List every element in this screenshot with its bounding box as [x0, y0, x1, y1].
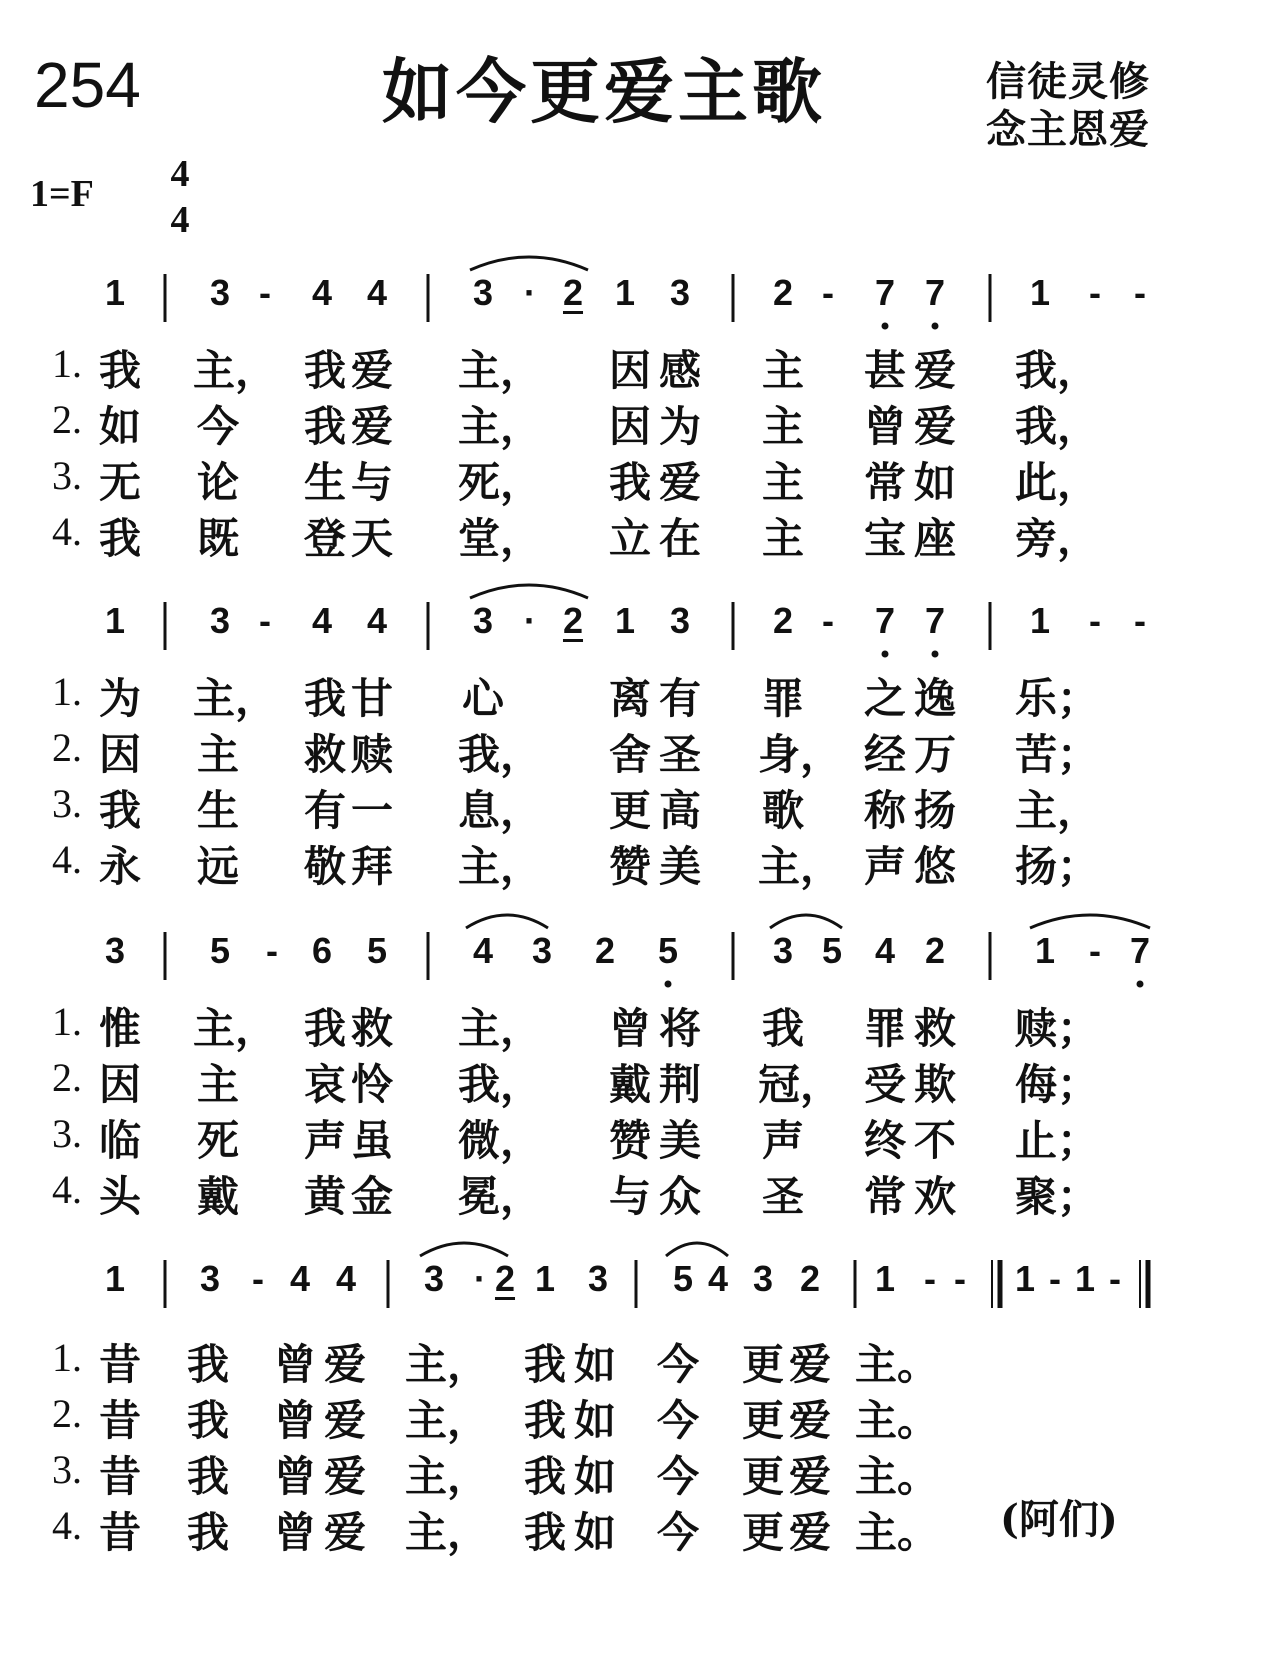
- note: 4: [311, 600, 333, 641]
- note: 3: [669, 600, 691, 641]
- lyric-syllable: 我: [523, 1340, 566, 1389]
- lyric-syllable: 主，: [458, 1004, 543, 1053]
- lyric-syllable: 曾: [273, 1396, 316, 1445]
- note: 7: [1129, 930, 1151, 971]
- lyric-syllable: 主: [761, 402, 804, 451]
- lyric-syllable: 悠: [913, 842, 956, 891]
- note: -: [1089, 272, 1101, 313]
- note: ·: [524, 272, 536, 313]
- note: 3: [472, 600, 494, 641]
- note: 4: [335, 1258, 357, 1299]
- lyric-syllable: 因: [608, 402, 651, 451]
- lyric-syllable: 冕，: [458, 1172, 543, 1221]
- lyric-syllable: 我: [523, 1508, 566, 1557]
- lyric-syllable: 今: [196, 402, 239, 451]
- note: 1: [614, 272, 636, 313]
- note: 5: [672, 1258, 694, 1299]
- lyric-syllable: 戴: [196, 1172, 239, 1221]
- page-title: 如今更爱主歌: [382, 51, 826, 133]
- lyric-syllable: 主，: [1015, 786, 1100, 835]
- note: -: [822, 272, 834, 313]
- note: 4: [366, 600, 388, 641]
- note: 5: [821, 930, 843, 971]
- lyric-syllable: 主: [196, 1060, 239, 1109]
- note: -: [1134, 272, 1146, 313]
- octave-dot: [1137, 981, 1144, 988]
- lyric-syllable: 爱: [788, 1396, 831, 1445]
- lyric-syllable: 爱: [323, 1396, 366, 1445]
- note: 2: [924, 930, 946, 971]
- lyric-syllable: 我: [186, 1508, 229, 1557]
- lyric-syllable: 因: [608, 346, 651, 395]
- verse-number: 1.: [52, 341, 82, 386]
- verse-number: 2.: [52, 397, 82, 442]
- lyric-syllable: 在: [658, 514, 701, 563]
- category-bottom: 念主恩爱: [986, 107, 1150, 153]
- slur: [466, 915, 548, 928]
- verse-number: 3.: [52, 453, 82, 498]
- lyric-syllable: 我: [761, 1004, 804, 1053]
- lyric-syllable: 更: [741, 1396, 784, 1445]
- note: 4: [874, 930, 896, 971]
- lyric-syllable: 身，: [758, 730, 843, 779]
- note: 3: [209, 272, 231, 313]
- lyric-syllable: 主: [761, 458, 804, 507]
- lyric-syllable: 昔: [98, 1508, 141, 1557]
- lyric-syllable: 我，: [1015, 402, 1100, 451]
- lyric-syllable: 我: [186, 1340, 229, 1389]
- note: -: [954, 1258, 966, 1299]
- lyric-syllable: 如: [98, 402, 141, 451]
- lyric-syllable: 旁，: [1015, 514, 1100, 563]
- lyric-syllable: 赞: [608, 842, 651, 891]
- lyric-syllable: 为: [98, 674, 141, 723]
- lyric-syllable: 曾: [273, 1452, 316, 1501]
- lyric-syllable: 我: [186, 1396, 229, 1445]
- note: 3: [772, 930, 794, 971]
- lyric-syllable: 爱: [788, 1508, 831, 1557]
- lyric-syllable: 赎: [350, 730, 393, 779]
- note: 3: [199, 1258, 221, 1299]
- note: -: [1134, 600, 1146, 641]
- verse-number: 4.: [52, 1167, 82, 1212]
- note: 1: [1014, 1258, 1036, 1299]
- note: 2: [772, 272, 794, 313]
- note: 4: [472, 930, 494, 971]
- lyric-syllable: 主: [196, 730, 239, 779]
- note: -: [259, 600, 271, 641]
- lyric-syllable: 立: [608, 514, 651, 563]
- category-top: 信徒灵修: [986, 59, 1150, 105]
- lyric-syllable: 甚: [863, 346, 906, 395]
- note: 1: [1029, 272, 1051, 313]
- lyric-syllable: 心: [461, 674, 504, 723]
- note: 2: [494, 1258, 516, 1299]
- lyric-syllable: 主，: [458, 842, 543, 891]
- octave-dot: [665, 981, 672, 988]
- verse-number: 1.: [52, 1335, 82, 1380]
- verse-number: 3.: [52, 1111, 82, 1156]
- lyric-syllable: 生: [196, 786, 239, 835]
- lyric-syllable: 我，: [1015, 346, 1100, 395]
- lyric-syllable: 一: [350, 786, 393, 835]
- lyric-syllable: 主，: [193, 1004, 278, 1053]
- lyric-syllable: 更: [741, 1452, 784, 1501]
- lyric-syllable: 苦；: [1015, 730, 1100, 779]
- lyric-syllable: 我: [98, 346, 141, 395]
- lyric-syllable: 如: [573, 1396, 616, 1445]
- lyric-syllable: 如: [913, 458, 956, 507]
- lyric-syllable: 救: [350, 1004, 393, 1053]
- lyric-syllable: 头: [98, 1172, 141, 1221]
- lyric-syllable: 主，: [193, 346, 278, 395]
- lyric-syllable: 声: [761, 1116, 804, 1165]
- note: 2: [562, 600, 584, 641]
- octave-dot: [882, 323, 889, 330]
- verse-number: 2.: [52, 1055, 82, 1100]
- note: 3: [472, 272, 494, 313]
- lyric-syllable: 因: [98, 1060, 141, 1109]
- note: 1: [874, 1258, 896, 1299]
- verse-number: 4.: [52, 837, 82, 882]
- lyric-syllable: 离: [608, 674, 651, 723]
- lyric-syllable: 荆: [658, 1060, 701, 1109]
- lyric-syllable: 将: [658, 1004, 701, 1053]
- note: 5: [366, 930, 388, 971]
- lyric-syllable: 死: [196, 1116, 239, 1165]
- note: 5: [657, 930, 679, 971]
- octave-dot: [932, 651, 939, 658]
- lyric-syllable: 我: [303, 402, 346, 451]
- lyric-syllable: 主，: [193, 674, 278, 723]
- lyric-syllable: 逸: [913, 674, 956, 723]
- note: 3: [423, 1258, 445, 1299]
- note: 2: [799, 1258, 821, 1299]
- lyric-syllable: 主，: [405, 1508, 490, 1557]
- lyric-syllable: 我: [303, 674, 346, 723]
- note: 1: [104, 1258, 126, 1299]
- lyric-syllable: 死，: [458, 458, 543, 507]
- lyric-syllable: 敬: [303, 842, 346, 891]
- lyric-syllable: 圣: [658, 730, 701, 779]
- lyric-syllable: 临: [98, 1116, 141, 1165]
- lyric-syllable: 生: [303, 458, 346, 507]
- lyric-syllable: 声: [303, 1116, 346, 1165]
- lyric-syllable: 爱: [788, 1452, 831, 1501]
- note: -: [1109, 1258, 1121, 1299]
- lyric-syllable: 侮；: [1015, 1060, 1100, 1109]
- lyric-syllable: 远: [196, 842, 239, 891]
- time-signature-top: 4: [170, 153, 190, 195]
- lyric-syllable: 与: [350, 458, 393, 507]
- lyric-syllable: 罪: [761, 674, 804, 723]
- hymn-number: 254: [34, 49, 141, 121]
- slur: [770, 915, 842, 928]
- lyric-syllable: 登: [303, 514, 346, 563]
- lyric-syllable: 乐；: [1015, 674, 1100, 723]
- lyric-syllable: 救: [913, 1004, 956, 1053]
- lyric-syllable: 声: [863, 842, 906, 891]
- lyric-syllable: 常: [863, 1172, 906, 1221]
- lyric-syllable: 主。: [855, 1340, 940, 1389]
- lyric-syllable: 主。: [855, 1396, 940, 1445]
- lyric-syllable: 爱: [323, 1340, 366, 1389]
- note: -: [266, 930, 278, 971]
- lyric-syllable: 我: [303, 346, 346, 395]
- lyric-syllable: 黄: [303, 1172, 346, 1221]
- note: ·: [474, 1258, 486, 1299]
- lyric-syllable: 曾: [863, 402, 906, 451]
- lyric-syllable: 美: [658, 1116, 701, 1165]
- lyric-syllable: 称: [863, 786, 906, 835]
- lyric-syllable: 聚；: [1015, 1172, 1100, 1221]
- lyric-syllable: 我，: [458, 730, 543, 779]
- lyric-syllable: 爱: [350, 346, 393, 395]
- time-signature-bottom: 4: [170, 199, 190, 241]
- slur: [1030, 915, 1150, 928]
- lyric-syllable: 座: [913, 514, 956, 563]
- octave-dot: [932, 323, 939, 330]
- lyric-syllable: 常: [863, 458, 906, 507]
- note: -: [1049, 1258, 1061, 1299]
- lyric-syllable: 万: [913, 730, 956, 779]
- lyric-syllable: 更: [608, 786, 651, 835]
- lyric-syllable: 爱: [658, 458, 701, 507]
- note: 3: [752, 1258, 774, 1299]
- lyric-syllable: 昔: [98, 1340, 141, 1389]
- lyric-syllable: 欺: [913, 1060, 956, 1109]
- lyric-syllable: 今: [656, 1508, 699, 1557]
- lyric-syllable: 如: [573, 1508, 616, 1557]
- lyric-syllable: 宝: [863, 514, 906, 563]
- lyric-syllable: 我: [608, 458, 651, 507]
- lyric-syllable: 今: [656, 1340, 699, 1389]
- lyric-syllable: 舍: [608, 730, 651, 779]
- note: ·: [524, 600, 536, 641]
- note: 7: [874, 600, 896, 641]
- lyric-syllable: 惟: [98, 1004, 141, 1053]
- note: 7: [924, 272, 946, 313]
- lyric-syllable: 主，: [405, 1396, 490, 1445]
- note: -: [822, 600, 834, 641]
- note: 3: [531, 930, 553, 971]
- note: -: [1089, 930, 1101, 971]
- note: 2: [594, 930, 616, 971]
- verse-number: 1.: [52, 999, 82, 1044]
- amen: (阿们): [1000, 1496, 1118, 1543]
- note: 1: [1034, 930, 1056, 971]
- lyric-syllable: 主: [761, 514, 804, 563]
- lyric-syllable: 微，: [458, 1116, 543, 1165]
- lyric-syllable: 更: [741, 1508, 784, 1557]
- lyric-syllable: 止；: [1015, 1116, 1100, 1165]
- lyric-syllable: 今: [656, 1396, 699, 1445]
- lyric-syllable: 我，: [458, 1060, 543, 1109]
- lyric-syllable: 高: [658, 786, 701, 835]
- lyric-syllable: 爱: [913, 346, 956, 395]
- note: 4: [311, 272, 333, 313]
- verse-number: 4.: [52, 509, 82, 554]
- lyric-syllable: 虽: [350, 1116, 393, 1165]
- note: -: [252, 1258, 264, 1299]
- lyric-syllable: 主。: [855, 1452, 940, 1501]
- note: -: [259, 272, 271, 313]
- note: 3: [209, 600, 231, 641]
- lyric-syllable: 曾: [273, 1340, 316, 1389]
- verse-number: 3.: [52, 1447, 82, 1492]
- lyric-syllable: 怜: [350, 1060, 393, 1109]
- note: 1: [104, 600, 126, 641]
- lyric-syllable: 如: [573, 1452, 616, 1501]
- lyric-syllable: 我: [523, 1396, 566, 1445]
- lyric-syllable: 无: [98, 458, 141, 507]
- note: 7: [924, 600, 946, 641]
- lyric-syllable: 甘: [350, 674, 393, 723]
- lyric-syllable: 欢: [913, 1172, 956, 1221]
- note: 4: [366, 272, 388, 313]
- lyric-syllable: 我: [186, 1452, 229, 1501]
- lyric-syllable: 主。: [855, 1508, 940, 1557]
- lyric-syllable: 冠，: [758, 1060, 843, 1109]
- lyric-syllable: 扬: [913, 786, 956, 835]
- note: 1: [1074, 1258, 1096, 1299]
- lyric-syllable: 堂，: [458, 514, 543, 563]
- lyric-syllable: 昔: [98, 1396, 141, 1445]
- lyric-syllable: 我: [523, 1452, 566, 1501]
- lyric-syllable: 圣: [761, 1172, 804, 1221]
- lyric-syllable: 爱: [350, 402, 393, 451]
- lyric-syllable: 歌: [761, 786, 804, 835]
- lyric-syllable: 爱: [788, 1340, 831, 1389]
- verse-number: 3.: [52, 781, 82, 826]
- lyric-syllable: 主，: [758, 842, 843, 891]
- octave-dot: [882, 651, 889, 658]
- verse-number: 2.: [52, 1391, 82, 1436]
- note: 2: [772, 600, 794, 641]
- lyric-syllable: 之: [863, 674, 906, 723]
- lyric-syllable: 不: [913, 1116, 956, 1165]
- lyric-syllable: 戴: [608, 1060, 651, 1109]
- lyric-syllable: 有: [658, 674, 701, 723]
- note: 3: [104, 930, 126, 971]
- lyric-syllable: 美: [658, 842, 701, 891]
- note: 2: [562, 272, 584, 313]
- lyric-syllable: 爱: [323, 1452, 366, 1501]
- note: 4: [707, 1258, 729, 1299]
- lyric-syllable: 我: [98, 786, 141, 835]
- note: 7: [874, 272, 896, 313]
- verse-number: 2.: [52, 725, 82, 770]
- lyric-syllable: 哀: [303, 1060, 346, 1109]
- lyric-syllable: 更: [741, 1340, 784, 1389]
- lyric-syllable: 罪: [863, 1004, 906, 1053]
- lyric-syllable: 感: [658, 346, 701, 395]
- lyric-syllable: 曾: [273, 1508, 316, 1557]
- lyric-syllable: 主: [761, 346, 804, 395]
- slur: [420, 1243, 508, 1256]
- note: 6: [311, 930, 333, 971]
- lyric-syllable: 爱: [913, 402, 956, 451]
- lyric-syllable: 金: [350, 1172, 393, 1221]
- lyric-syllable: 主，: [458, 402, 543, 451]
- lyric-syllable: 论: [196, 458, 239, 507]
- lyric-syllable: 我: [98, 514, 141, 563]
- slur: [666, 1243, 728, 1256]
- lyric-syllable: 爱: [323, 1508, 366, 1557]
- lyric-syllable: 主，: [405, 1340, 490, 1389]
- lyric-syllable: 昔: [98, 1452, 141, 1501]
- lyric-syllable: 如: [573, 1340, 616, 1389]
- lyric-syllable: 与: [608, 1172, 651, 1221]
- lyric-syllable: 主，: [405, 1452, 490, 1501]
- lyric-syllable: 受: [863, 1060, 906, 1109]
- slur: [470, 585, 588, 598]
- lyric-syllable: 终: [863, 1116, 906, 1165]
- lyric-syllable: 拜: [350, 842, 393, 891]
- lyric-syllable: 主，: [458, 346, 543, 395]
- note: 3: [587, 1258, 609, 1299]
- lyric-syllable: 赞: [608, 1116, 651, 1165]
- verse-number: 1.: [52, 669, 82, 714]
- note: -: [1089, 600, 1101, 641]
- lyric-syllable: 息，: [458, 786, 543, 835]
- lyric-syllable: 既: [196, 514, 239, 563]
- key-signature: 1=F: [30, 173, 94, 215]
- lyric-syllable: 众: [658, 1172, 701, 1221]
- lyric-syllable: 为: [658, 402, 701, 451]
- lyric-syllable: 天: [350, 514, 393, 563]
- lyric-syllable: 有: [303, 786, 346, 835]
- lyric-syllable: 我: [303, 1004, 346, 1053]
- note: 5: [209, 930, 231, 971]
- note: 1: [614, 600, 636, 641]
- lyric-syllable: 扬；: [1015, 842, 1100, 891]
- note: 1: [104, 272, 126, 313]
- note: 1: [1029, 600, 1051, 641]
- slur: [470, 257, 588, 270]
- lyric-syllable: 今: [656, 1452, 699, 1501]
- lyric-syllable: 曾: [608, 1004, 651, 1053]
- lyric-syllable: 永: [98, 842, 141, 891]
- note: 1: [534, 1258, 556, 1299]
- lyric-syllable: 经: [863, 730, 906, 779]
- lyric-syllable: 此，: [1015, 458, 1100, 507]
- lyric-syllable: 因: [98, 730, 141, 779]
- note: -: [924, 1258, 936, 1299]
- verse-number: 4.: [52, 1503, 82, 1548]
- note: 4: [289, 1258, 311, 1299]
- lyric-syllable: 赎；: [1015, 1004, 1100, 1053]
- note: 3: [669, 272, 691, 313]
- lyric-syllable: 救: [303, 730, 346, 779]
